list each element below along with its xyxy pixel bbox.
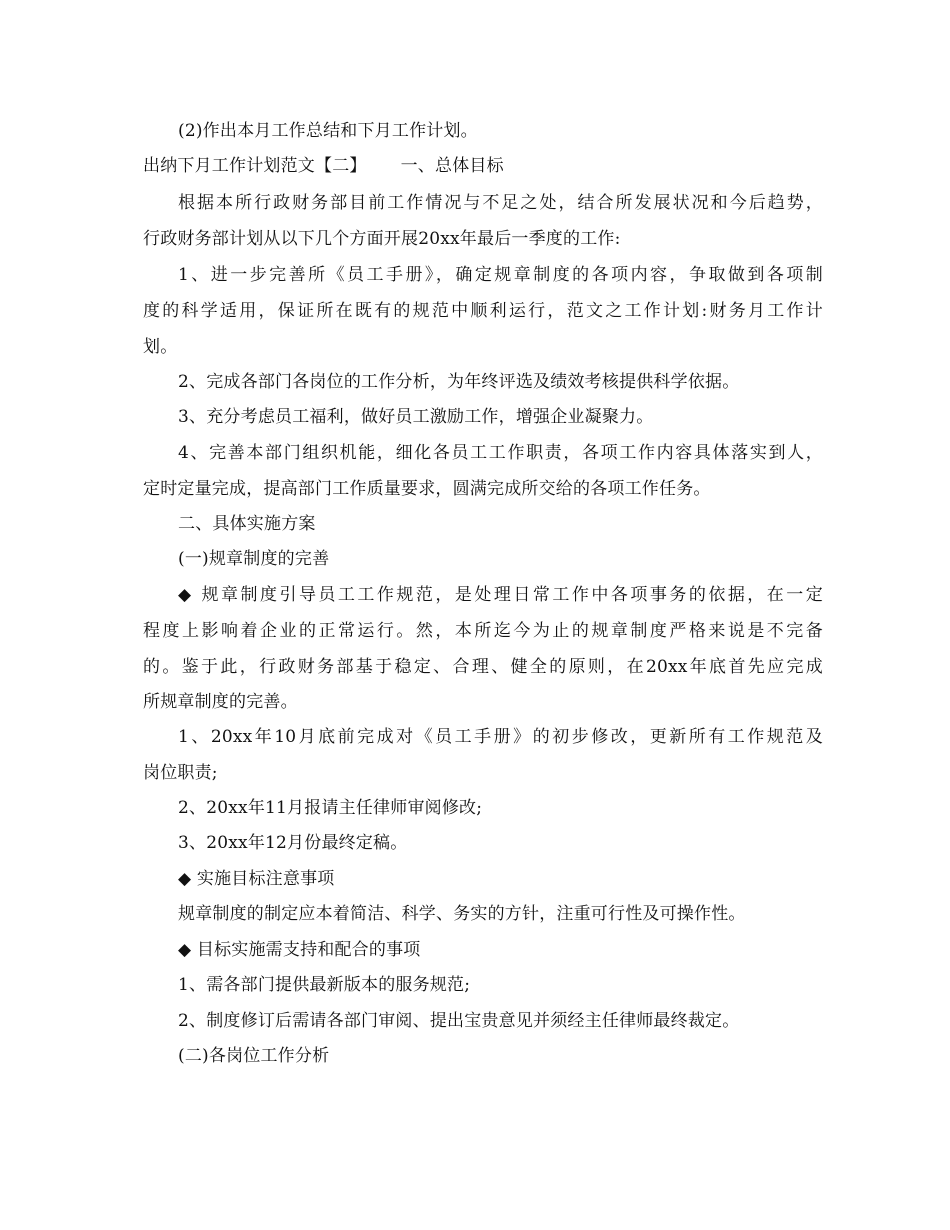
text-line: 规章制度的制定应本着简洁、科学、务实的方针，注重可行性及可操作性。: [178, 904, 746, 924]
text-line: 1、需各部门提供最新版本的服务规范;: [178, 975, 471, 995]
text-line: 的。鉴于此，行政财务部基于稳定、合理、健全的原则，在20xx年底首先应完成: [143, 657, 823, 677]
text-line: 度的科学适用，保证所在既有的规范中顺利运行，范文之工作计划:财务月工作计: [143, 301, 823, 321]
text-line: 划。: [143, 337, 178, 357]
text-line: 根据本所行政财务部目前工作情况与不足之处，结合所发展状况和今后趋势，: [178, 193, 823, 213]
bullet-line: ◆ 目标实施需支持和配合的事项: [178, 940, 421, 960]
text-line: 3、充分考虑员工福利，做好员工激励工作，增强企业凝聚力。: [178, 407, 654, 427]
text-line: 3、20xx年12月份最终定稿。: [178, 833, 408, 853]
heading-line: [143, 156, 823, 176]
text-line: (一)规章制度的完善: [178, 549, 330, 569]
text-line: 1、进一步完善所《员工手册》，确定规章制度的各项内容，争取做到各项制: [178, 265, 823, 285]
text-line: 二、具体实施方案: [178, 514, 316, 534]
text-line: 2、20xx年11月报请主任律师审阅修改;: [178, 798, 483, 818]
text-line: 程度上影响着企业的正常运行。然，本所迄今为止的规章制度严格来说是不完备: [143, 621, 823, 641]
text-line: ◆ 规章制度引导员工工作规范，是处理日常工作中各项事务的依据，在一定: [178, 585, 823, 605]
text-line: 2、制度修订后需请各部门审阅、提出宝贵意见并须经主任律师最终裁定。: [178, 1011, 740, 1031]
text-line: (二)各岗位工作分析: [178, 1046, 330, 1066]
text-line: 4、完善本部门组织机能，细化各员工工作职责，各项工作内容具体落实到人，: [178, 443, 823, 463]
doc-title: 出纳下月工作计划范文【二】: [143, 156, 367, 176]
text-line: 岗位职责;: [143, 763, 218, 783]
text-line: 2、完成各部门各岗位的工作分析，为年终评选及绩效考核提供科学依据。: [178, 372, 740, 392]
bullet-line: ◆ 实施目标注意事项: [178, 869, 335, 889]
text-line: 所规章制度的完善。: [143, 692, 298, 712]
text-line: 行政财务部计划从以下几个方面开展20xx年最后一季度的工作:: [143, 229, 621, 249]
section-heading: 一、总体目标: [400, 156, 504, 176]
text-line: 1、20xx年10月底前完成对《员工手册》的初步修改，更新所有工作规范及: [178, 727, 823, 747]
text-line: (2)作出本月工作总结和下月工作计划。: [178, 121, 478, 141]
text-line: 定时定量完成，提高部门工作质量要求，圆满完成所交给的各项工作任务。: [143, 479, 711, 499]
